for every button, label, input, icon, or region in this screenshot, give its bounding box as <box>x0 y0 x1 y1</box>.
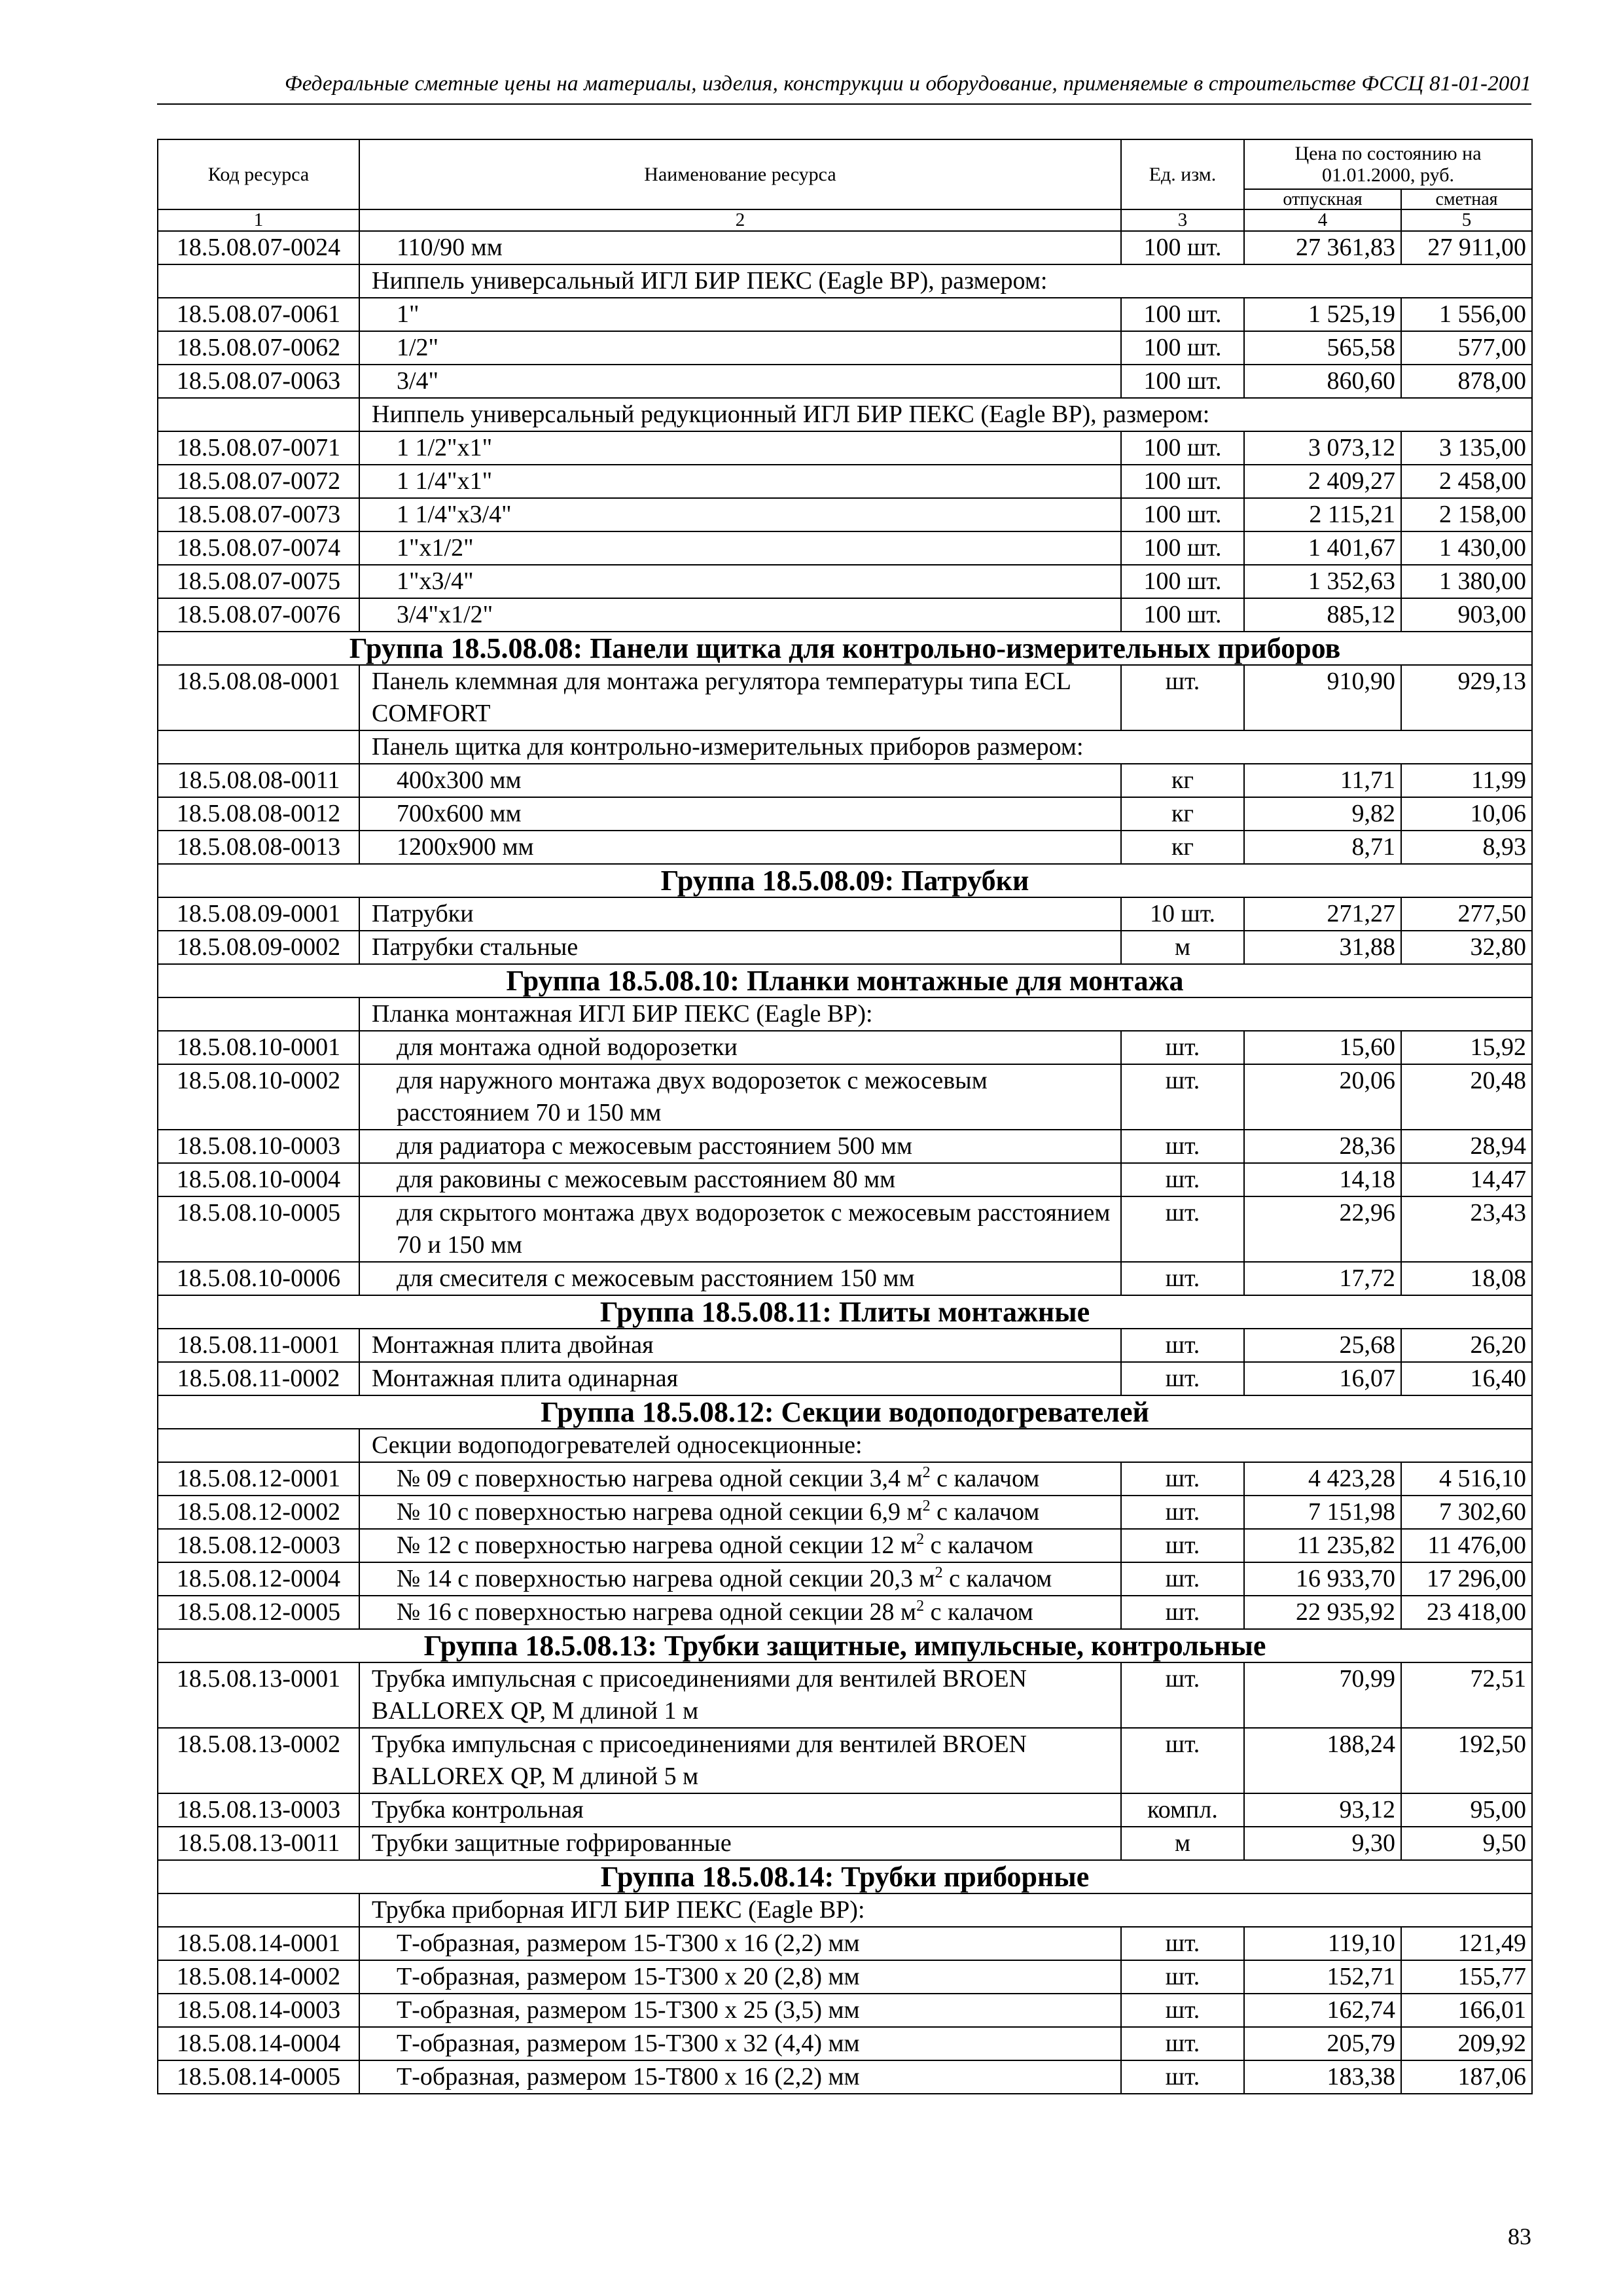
unit-of-measure: компл. <box>1121 1793 1244 1827</box>
resource-code: 18.5.08.08-0001 <box>158 665 359 730</box>
release-price: 860,60 <box>1244 365 1401 398</box>
table-row <box>158 1927 1532 1960</box>
resource-name: для раковины с межосевым расстоянием 80 мм <box>359 1163 1121 1196</box>
table-row <box>158 531 1532 565</box>
release-price: 2 409,27 <box>1244 465 1401 498</box>
resource-code: 18.5.08.10-0002 <box>158 1064 359 1130</box>
resource-name: 1 1/4"x1" <box>359 465 1121 498</box>
estimate-price: 16,40 <box>1401 1362 1532 1395</box>
resource-name-text: с калачом <box>924 1532 1033 1559</box>
table-row <box>158 1662 1532 1728</box>
estimate-price: 11 476,00 <box>1401 1529 1532 1562</box>
resource-code: 18.5.08.11-0001 <box>158 1329 359 1362</box>
release-price: 271,27 <box>1244 897 1401 931</box>
resource-name <box>359 1562 1121 1596</box>
unit-of-measure: шт. <box>1121 2060 1244 2094</box>
release-price: 93,12 <box>1244 1793 1401 1827</box>
table-row <box>158 298 1532 331</box>
resource-name: Т-образная, размером 15-T800 x 16 (2,2) мм <box>359 2060 1121 2094</box>
resource-code: 18.5.08.07-0024 <box>158 231 359 264</box>
resource-code: 18.5.08.08-0012 <box>158 797 359 831</box>
subheading-row <box>158 398 1532 431</box>
resource-name <box>359 1496 1121 1529</box>
resource-code: 18.5.08.09-0001 <box>158 897 359 931</box>
col-header-release: отпускная <box>1244 189 1401 209</box>
resource-code: 18.5.08.12-0004 <box>158 1562 359 1596</box>
table-row <box>158 797 1532 831</box>
unit-of-measure: шт. <box>1121 2027 1244 2060</box>
resource-name: 1/2" <box>359 331 1121 365</box>
release-price: 70,99 <box>1244 1662 1401 1728</box>
release-price: 20,06 <box>1244 1064 1401 1130</box>
resource-code: 18.5.08.07-0062 <box>158 331 359 365</box>
release-price: 9,82 <box>1244 797 1401 831</box>
resource-name: Трубка контрольная <box>359 1793 1121 1827</box>
release-price: 565,58 <box>1244 331 1401 365</box>
resource-name <box>359 1596 1121 1629</box>
group-heading-row <box>158 1395 1532 1429</box>
unit-of-measure: шт. <box>1121 1196 1244 1262</box>
estimate-price: 7 302,60 <box>1401 1496 1532 1529</box>
resource-code: 18.5.08.07-0072 <box>158 465 359 498</box>
resource-name: Патрубки стальные <box>359 931 1121 964</box>
unit-of-measure: шт. <box>1121 1960 1244 1994</box>
release-price: 15,60 <box>1244 1031 1401 1064</box>
col-header-price-group: Цена по состоянию на 01.01.2000, руб. <box>1244 139 1532 189</box>
estimate-price: 14,47 <box>1401 1163 1532 1196</box>
estimate-price: 2 158,00 <box>1401 498 1532 531</box>
table-body <box>158 231 1532 2094</box>
unit-of-measure: шт. <box>1121 1130 1244 1163</box>
table-row <box>158 897 1532 931</box>
column-number: 1 <box>158 209 359 231</box>
release-price: 17,72 <box>1244 1262 1401 1295</box>
resource-name: для смесителя с межосевым расстоянием 150 мм <box>359 1262 1121 1295</box>
unit-of-measure: 100 шт. <box>1121 598 1244 632</box>
estimate-price: 1 380,00 <box>1401 565 1532 598</box>
resource-name-text: с калачом <box>930 1465 1040 1492</box>
resource-code: 18.5.08.07-0061 <box>158 298 359 331</box>
resource-name-text: № 16 с поверхностью нагрева одной секции 28 м <box>397 1598 917 1626</box>
estimate-price: 95,00 <box>1401 1793 1532 1827</box>
estimate-price: 72,51 <box>1401 1662 1532 1728</box>
table-row <box>158 331 1532 365</box>
resource-name: 1 1/4"x3/4" <box>359 498 1121 531</box>
resource-code: 18.5.08.10-0006 <box>158 1262 359 1295</box>
estimate-price: 4 516,10 <box>1401 1462 1532 1496</box>
group-heading-row <box>158 964 1532 997</box>
unit-of-measure: шт. <box>1121 1596 1244 1629</box>
unit-of-measure: шт. <box>1121 1329 1244 1362</box>
estimate-price: 166,01 <box>1401 1994 1532 2027</box>
estimate-price: 187,06 <box>1401 2060 1532 2094</box>
estimate-price: 27 911,00 <box>1401 231 1532 264</box>
resource-code: 18.5.08.14-0001 <box>158 1927 359 1960</box>
resource-name: 1200x900 мм <box>359 831 1121 864</box>
table-row <box>158 764 1532 797</box>
resource-code: 18.5.08.07-0074 <box>158 531 359 565</box>
page-number: 83 <box>1508 2223 1531 2250</box>
estimate-price: 11,99 <box>1401 764 1532 797</box>
resource-name: Т-образная, размером 15-T300 x 32 (4,4) мм <box>359 2027 1121 2060</box>
resource-name: Т-образная, размером 15-T300 x 20 (2,8) мм <box>359 1960 1121 1994</box>
superscript-exponent: 2 <box>935 1564 943 1581</box>
resource-name: 1"x1/2" <box>359 531 1121 565</box>
resource-name <box>359 1462 1121 1496</box>
group-heading-row <box>158 1295 1532 1329</box>
unit-of-measure: шт. <box>1121 1462 1244 1496</box>
col-header-estimate: сметная <box>1401 189 1532 209</box>
col-header-code: Код ресурса <box>158 139 359 209</box>
group-heading: Группа 18.5.08.12: Секции водоподогревателей <box>158 1395 1532 1429</box>
resource-code: 18.5.08.10-0003 <box>158 1130 359 1163</box>
table-row <box>158 1529 1532 1562</box>
subheading-text: Трубка приборная ИГЛ БИР ПЕКС (Eagle BP): <box>359 1893 1532 1927</box>
release-price: 2 115,21 <box>1244 498 1401 531</box>
subheading-row <box>158 1429 1532 1462</box>
unit-of-measure: шт. <box>1121 1496 1244 1529</box>
table-row <box>158 1362 1532 1395</box>
release-price: 31,88 <box>1244 931 1401 964</box>
release-price: 27 361,83 <box>1244 231 1401 264</box>
table-row <box>158 1562 1532 1596</box>
table-row <box>158 365 1532 398</box>
resource-name: для скрытого монтажа двух водорозеток с межосевым расстоянием 70 и 150 мм <box>359 1196 1121 1262</box>
unit-of-measure: шт. <box>1121 1031 1244 1064</box>
resource-name: 1"x3/4" <box>359 565 1121 598</box>
unit-of-measure: шт. <box>1121 1994 1244 2027</box>
estimate-price: 17 296,00 <box>1401 1562 1532 1596</box>
resource-code: 18.5.08.08-0011 <box>158 764 359 797</box>
resource-code: 18.5.08.07-0063 <box>158 365 359 398</box>
estimate-price: 18,08 <box>1401 1262 1532 1295</box>
estimate-price: 3 135,00 <box>1401 431 1532 465</box>
table-row <box>158 1329 1532 1362</box>
header-rule <box>157 103 1531 105</box>
resource-code: 18.5.08.07-0076 <box>158 598 359 632</box>
column-number: 3 <box>1121 209 1244 231</box>
unit-of-measure: кг <box>1121 831 1244 864</box>
resource-code: 18.5.08.08-0013 <box>158 831 359 864</box>
group-heading: Группа 18.5.08.14: Трубки приборные <box>158 1860 1532 1893</box>
release-price: 1 401,67 <box>1244 531 1401 565</box>
resource-code: 18.5.08.14-0002 <box>158 1960 359 1994</box>
unit-of-measure: шт. <box>1121 1362 1244 1395</box>
col-header-unit: Ед. изм. <box>1121 139 1244 209</box>
resource-code: 18.5.08.12-0001 <box>158 1462 359 1496</box>
subheading-text: Ниппель универсальный редукционный ИГЛ БИР ПЕКС (Eagle BP), размером: <box>359 398 1532 431</box>
release-price: 25,68 <box>1244 1329 1401 1362</box>
table-row <box>158 565 1532 598</box>
resource-code: 18.5.08.07-0071 <box>158 431 359 465</box>
header-row <box>158 139 1532 189</box>
estimate-price: 26,20 <box>1401 1329 1532 1362</box>
resource-name: 700x600 мм <box>359 797 1121 831</box>
unit-of-measure: м <box>1121 1827 1244 1860</box>
unit-of-measure: 100 шт. <box>1121 498 1244 531</box>
resource-code: 18.5.08.14-0005 <box>158 2060 359 2094</box>
resource-name: Трубка импульсная с присоединениями для вентилей BROEN BALLOREX QP, M длиной 5 м <box>359 1728 1121 1793</box>
resource-code: 18.5.08.13-0003 <box>158 1793 359 1827</box>
resource-code: 18.5.08.13-0011 <box>158 1827 359 1860</box>
column-number: 2 <box>359 209 1121 231</box>
release-price: 162,74 <box>1244 1994 1401 2027</box>
estimate-price: 929,13 <box>1401 665 1532 730</box>
table-row <box>158 1031 1532 1064</box>
table-row <box>158 1994 1532 2027</box>
resource-name: Трубки защитные гофрированные <box>359 1827 1121 1860</box>
resource-name: 110/90 мм <box>359 231 1121 264</box>
estimate-price: 1 430,00 <box>1401 531 1532 565</box>
resource-code: 18.5.08.14-0004 <box>158 2027 359 2060</box>
superscript-exponent: 2 <box>922 1498 931 1515</box>
estimate-price: 23 418,00 <box>1401 1596 1532 1629</box>
resource-code: 18.5.08.09-0002 <box>158 931 359 964</box>
table-row <box>158 831 1532 864</box>
resource-name-text: № 10 с поверхностью нагрева одной секции 6,9 м <box>397 1498 923 1526</box>
estimate-price: 28,94 <box>1401 1130 1532 1163</box>
subheading-row <box>158 997 1532 1031</box>
unit-of-measure: шт. <box>1121 665 1244 730</box>
unit-of-measure: 100 шт. <box>1121 331 1244 365</box>
estimate-price: 2 458,00 <box>1401 465 1532 498</box>
table-row <box>158 1064 1532 1130</box>
unit-of-measure: 100 шт. <box>1121 231 1244 264</box>
group-heading: Группа 18.5.08.09: Патрубки <box>158 864 1532 897</box>
resource-name: Панель клеммная для монтажа регулятора температуры типа ECL COMFORT <box>359 665 1121 730</box>
unit-of-measure: шт. <box>1121 1262 1244 1295</box>
estimate-price: 878,00 <box>1401 365 1532 398</box>
resource-code <box>158 1429 359 1462</box>
resource-name-text: № 14 с поверхностью нагрева одной секции 20,3 м <box>397 1565 935 1592</box>
table-row <box>158 1596 1532 1629</box>
subheading-text: Планка монтажная ИГЛ БИР ПЕКС (Eagle BP): <box>359 997 1532 1031</box>
release-price: 14,18 <box>1244 1163 1401 1196</box>
col-header-name: Наименование ресурса <box>359 139 1121 209</box>
unit-of-measure: шт. <box>1121 1529 1244 1562</box>
resource-code <box>158 264 359 298</box>
estimate-price: 20,48 <box>1401 1064 1532 1130</box>
unit-of-measure: 100 шт. <box>1121 531 1244 565</box>
running-header: Федеральные сметные цены на материалы, изделия, конструкции и оборудование, применяемые в строительстве ФССЦ 81-01-2001 <box>284 72 1531 96</box>
unit-of-measure: шт. <box>1121 1662 1244 1728</box>
resource-code: 18.5.08.07-0073 <box>158 498 359 531</box>
release-price: 183,38 <box>1244 2060 1401 2094</box>
estimate-price: 8,93 <box>1401 831 1532 864</box>
unit-of-measure: шт. <box>1121 1927 1244 1960</box>
table-row <box>158 1793 1532 1827</box>
estimate-price: 277,50 <box>1401 897 1532 931</box>
release-price: 9,30 <box>1244 1827 1401 1860</box>
table-row <box>158 1262 1532 1295</box>
estimate-price: 121,49 <box>1401 1927 1532 1960</box>
group-heading-row <box>158 864 1532 897</box>
resource-name: Т-образная, размером 15-T300 x 16 (2,2) мм <box>359 1927 1121 1960</box>
table-row <box>158 1728 1532 1793</box>
estimate-price: 155,77 <box>1401 1960 1532 1994</box>
subheading-row <box>158 264 1532 298</box>
release-price: 3 073,12 <box>1244 431 1401 465</box>
resource-name: 400x300 мм <box>359 764 1121 797</box>
resource-code: 18.5.08.10-0004 <box>158 1163 359 1196</box>
resource-name-text: с калачом <box>942 1565 1052 1592</box>
column-number: 5 <box>1401 209 1532 231</box>
resource-code: 18.5.08.13-0001 <box>158 1662 359 1728</box>
table-row <box>158 2027 1532 2060</box>
estimate-price: 15,92 <box>1401 1031 1532 1064</box>
resource-code <box>158 1893 359 1927</box>
release-price: 28,36 <box>1244 1130 1401 1163</box>
estimate-price: 9,50 <box>1401 1827 1532 1860</box>
resource-code <box>158 398 359 431</box>
release-price: 152,71 <box>1244 1960 1401 1994</box>
group-heading: Группа 18.5.08.10: Планки монтажные для монтажа <box>158 964 1532 997</box>
table-row <box>158 1827 1532 1860</box>
group-heading: Группа 18.5.08.13: Трубки защитные, импульсные, контрольные <box>158 1629 1532 1662</box>
estimate-price: 32,80 <box>1401 931 1532 964</box>
unit-of-measure: 100 шт. <box>1121 565 1244 598</box>
superscript-exponent: 2 <box>922 1464 931 1481</box>
resource-name-text: с калачом <box>930 1498 1040 1526</box>
table-row <box>158 1163 1532 1196</box>
unit-of-measure: 10 шт. <box>1121 897 1244 931</box>
resource-code: 18.5.08.10-0001 <box>158 1031 359 1064</box>
unit-of-measure: м <box>1121 931 1244 964</box>
group-heading-row <box>158 1860 1532 1893</box>
release-price: 119,10 <box>1244 1927 1401 1960</box>
table-row <box>158 1196 1532 1262</box>
release-price: 205,79 <box>1244 2027 1401 2060</box>
unit-of-measure: шт. <box>1121 1562 1244 1596</box>
group-heading-row <box>158 632 1532 665</box>
resource-code <box>158 730 359 764</box>
resource-code: 18.5.08.12-0002 <box>158 1496 359 1529</box>
table-row <box>158 431 1532 465</box>
table-row <box>158 1130 1532 1163</box>
resource-name: 1 1/2"x1" <box>359 431 1121 465</box>
table-row <box>158 465 1532 498</box>
release-price: 4 423,28 <box>1244 1462 1401 1496</box>
table-header <box>158 139 1532 231</box>
resource-code: 18.5.08.12-0003 <box>158 1529 359 1562</box>
subheading-row <box>158 730 1532 764</box>
price-table-container <box>157 139 1531 2094</box>
estimate-price: 209,92 <box>1401 2027 1532 2060</box>
resource-name: Т-образная, размером 15-T300 x 25 (3,5) мм <box>359 1994 1121 2027</box>
unit-of-measure: шт. <box>1121 1163 1244 1196</box>
release-price: 16 933,70 <box>1244 1562 1401 1596</box>
estimate-price: 192,50 <box>1401 1728 1532 1793</box>
resource-name: для наружного монтажа двух водорозеток с межосевым расстоянием 70 и 150 мм <box>359 1064 1121 1130</box>
resource-code: 18.5.08.12-0005 <box>158 1596 359 1629</box>
table-row <box>158 1462 1532 1496</box>
unit-of-measure: шт. <box>1121 1728 1244 1793</box>
unit-of-measure: 100 шт. <box>1121 465 1244 498</box>
resource-name: Трубка импульсная с присоединениями для вентилей BROEN BALLOREX QP, M длиной 1 м <box>359 1662 1121 1728</box>
resource-name: 3/4"x1/2" <box>359 598 1121 632</box>
superscript-exponent: 2 <box>916 1531 925 1548</box>
unit-of-measure: 100 шт. <box>1121 365 1244 398</box>
resource-name: Патрубки <box>359 897 1121 931</box>
group-heading: Группа 18.5.08.08: Панели щитка для контрольно-измерительных приборов <box>158 632 1532 665</box>
estimate-price: 10,06 <box>1401 797 1532 831</box>
resource-name: 3/4" <box>359 365 1121 398</box>
release-price: 910,90 <box>1244 665 1401 730</box>
subheading-text: Секции водоподогревателей односекционные: <box>359 1429 1532 1462</box>
table-row <box>158 231 1532 264</box>
resource-code: 18.5.08.14-0003 <box>158 1994 359 2027</box>
column-number-row <box>158 209 1532 231</box>
resource-name-text: № 12 с поверхностью нагрева одной секции 12 м <box>397 1532 917 1559</box>
release-price: 188,24 <box>1244 1728 1401 1793</box>
release-price: 22,96 <box>1244 1196 1401 1262</box>
group-heading: Группа 18.5.08.11: Плиты монтажные <box>158 1295 1532 1329</box>
release-price: 11,71 <box>1244 764 1401 797</box>
release-price: 11 235,82 <box>1244 1529 1401 1562</box>
resource-code: 18.5.08.10-0005 <box>158 1196 359 1262</box>
resource-name: 1" <box>359 298 1121 331</box>
resource-name: Монтажная плита одинарная <box>359 1362 1121 1395</box>
subheading-row <box>158 1893 1532 1927</box>
table-row <box>158 598 1532 632</box>
release-price: 1 352,63 <box>1244 565 1401 598</box>
unit-of-measure: 100 шт. <box>1121 298 1244 331</box>
table-row <box>158 1496 1532 1529</box>
table-row <box>158 665 1532 730</box>
release-price: 885,12 <box>1244 598 1401 632</box>
table-row <box>158 2060 1532 2094</box>
release-price: 22 935,92 <box>1244 1596 1401 1629</box>
table-row <box>158 1960 1532 1994</box>
resource-name-text: с калачом <box>924 1598 1033 1626</box>
resource-name <box>359 1529 1121 1562</box>
unit-of-measure: 100 шт. <box>1121 431 1244 465</box>
table-row <box>158 931 1532 964</box>
unit-of-measure: кг <box>1121 797 1244 831</box>
resource-name: для монтажа одной водорозетки <box>359 1031 1121 1064</box>
subheading-text: Ниппель универсальный ИГЛ БИР ПЕКС (Eagle BP), размером: <box>359 264 1532 298</box>
release-price: 7 151,98 <box>1244 1496 1401 1529</box>
estimate-price: 23,43 <box>1401 1196 1532 1262</box>
resource-code: 18.5.08.07-0075 <box>158 565 359 598</box>
release-price: 16,07 <box>1244 1362 1401 1395</box>
column-number: 4 <box>1244 209 1401 231</box>
release-price: 1 525,19 <box>1244 298 1401 331</box>
resource-name-text: № 09 с поверхностью нагрева одной секции 3,4 м <box>397 1465 923 1492</box>
unit-of-measure: кг <box>1121 764 1244 797</box>
resource-code: 18.5.08.13-0002 <box>158 1728 359 1793</box>
table-row <box>158 498 1532 531</box>
resource-name: для радиатора с межосевым расстоянием 500 мм <box>359 1130 1121 1163</box>
estimate-price: 577,00 <box>1401 331 1532 365</box>
resource-code: 18.5.08.11-0002 <box>158 1362 359 1395</box>
superscript-exponent: 2 <box>916 1598 925 1615</box>
subheading-text: Панель щитка для контрольно-измерительных приборов размером: <box>359 730 1532 764</box>
release-price: 8,71 <box>1244 831 1401 864</box>
estimate-price: 1 556,00 <box>1401 298 1532 331</box>
group-heading-row <box>158 1629 1532 1662</box>
resource-name: Монтажная плита двойная <box>359 1329 1121 1362</box>
price-table <box>157 139 1533 2094</box>
resource-code <box>158 997 359 1031</box>
estimate-price: 903,00 <box>1401 598 1532 632</box>
unit-of-measure: шт. <box>1121 1064 1244 1130</box>
